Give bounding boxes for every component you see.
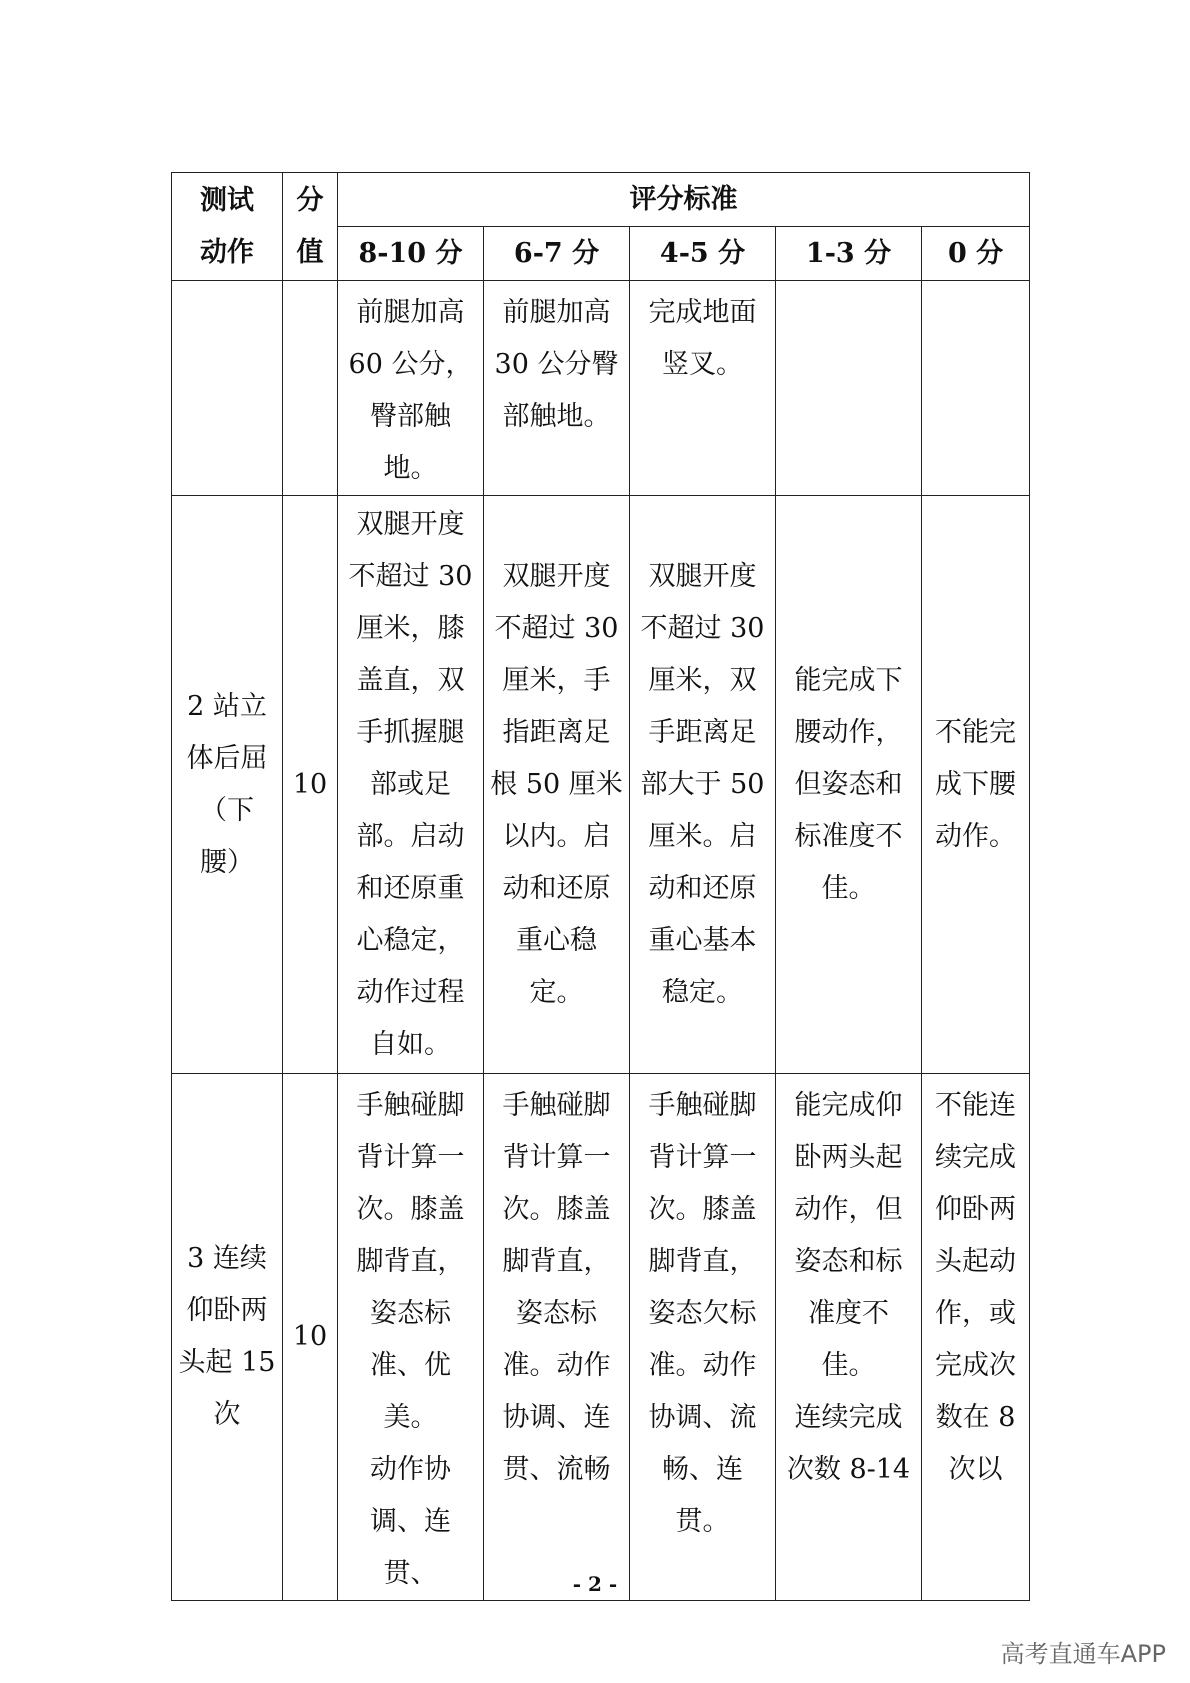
row-cell: 双腿开度 不超过 30 厘米，膝 盖直，双 手抓握腿 部或足 部。启动 和还原重 心稳定， 动作过程 自如。 bbox=[338, 496, 484, 1074]
header-points: 分 值 bbox=[283, 173, 338, 281]
row-cell: 双腿开度 不超过 30 厘米，手 指距离足 根 50 厘米 以内。启 动和还原 重心稳 定。 bbox=[484, 496, 630, 1074]
row-cell: 能完成下 腰动作， 但姿态和 标准度不 佳。 bbox=[776, 496, 922, 1074]
row-cell: 手触碰脚 背计算一 次。膝盖 脚背直， 姿态标 准、优美。 动作协 调、连贯、 bbox=[338, 1074, 484, 1601]
row-cell: 前腿加高 60 公分， 臀部触 地。 bbox=[338, 281, 484, 496]
row-cell bbox=[776, 281, 922, 496]
row-points: 10 bbox=[283, 496, 338, 1074]
table-row bbox=[172, 1074, 1030, 1601]
row-action bbox=[172, 281, 283, 496]
header-grade-8-10: 8-10 分 bbox=[338, 227, 484, 281]
row-action: 2 站立 体后屈 （下 腰） bbox=[172, 496, 283, 1074]
row-cell: 手触碰脚 背计算一 次。膝盖 脚背直， 姿态标 准。动作 协调、连 贯、流畅 bbox=[484, 1074, 630, 1601]
row-cell: 不能完 成下腰 动作。 bbox=[922, 496, 1030, 1074]
header-grade-1-3: 1-3 分 bbox=[776, 227, 922, 281]
row-points bbox=[283, 281, 338, 496]
page-number: - 2 - bbox=[572, 1572, 618, 1596]
table-row bbox=[172, 496, 1030, 1074]
row-cell: 手触碰脚 背计算一 次。膝盖 脚背直， 姿态欠标 准。动作 协调、流 畅、连贯。 bbox=[630, 1074, 776, 1601]
row-cell: 前腿加高 30 公分臀 部触地。 bbox=[484, 281, 630, 496]
header-grade-6-7: 6-7 分 bbox=[484, 227, 630, 281]
header-grade-4-5: 4-5 分 bbox=[630, 227, 776, 281]
row-cell: 能完成仰 卧两头起 动作，但 姿态和标 准度不 佳。 连续完成 次数 8-14 bbox=[776, 1074, 922, 1601]
table-row bbox=[172, 281, 1030, 496]
header-action: 测试 动作 bbox=[172, 173, 283, 281]
header-criteria: 评分标准 bbox=[338, 173, 1030, 227]
row-points: 10 bbox=[283, 1074, 338, 1601]
row-cell: 不能连 续完成 仰卧两 头起动 作，或 完成次 数在 8 次以 bbox=[922, 1074, 1030, 1601]
watermark: 高考直通车APP bbox=[1000, 1640, 1166, 1668]
row-cell bbox=[922, 281, 1030, 496]
header-grade-0: 0 分 bbox=[922, 227, 1030, 281]
scoring-table bbox=[171, 172, 1030, 1601]
row-cell: 完成地面 竖叉。 bbox=[630, 281, 776, 496]
row-cell: 双腿开度 不超过 30 厘米，双 手距离足 部大于 50 厘米。启 动和还原 重心基本 稳定。 bbox=[630, 496, 776, 1074]
row-action: 3 连续 仰卧两 头起 15 次 bbox=[172, 1074, 283, 1601]
